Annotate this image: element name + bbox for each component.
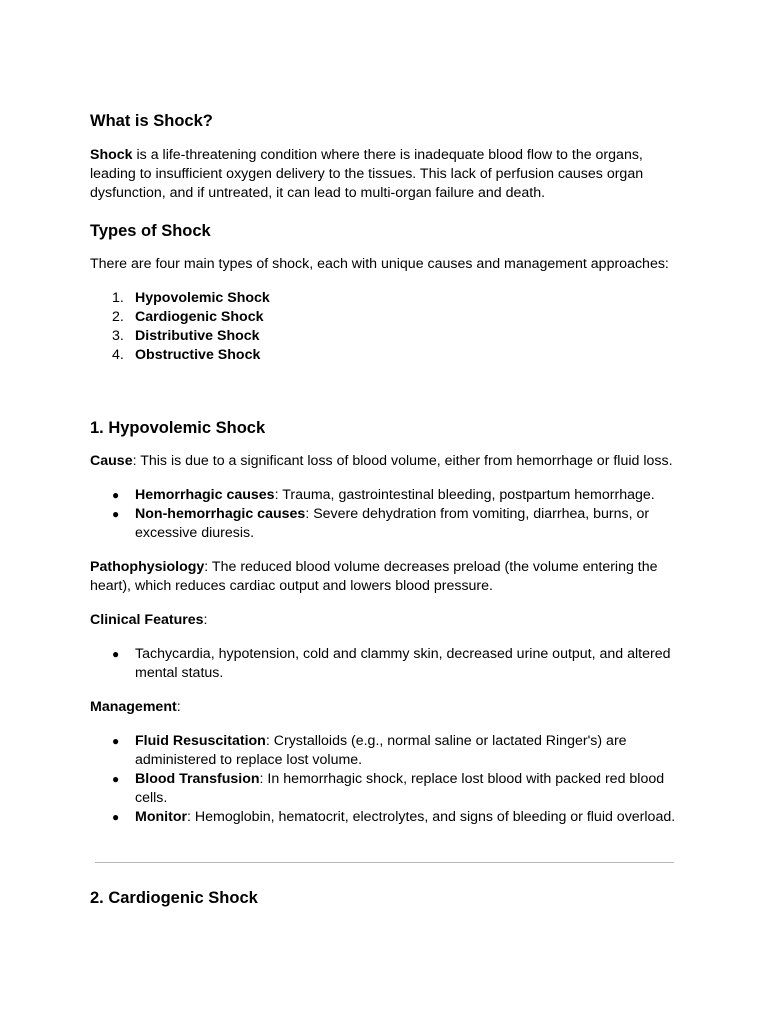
pathophysiology-text: : The reduced blood volume decreases preload (the volume entering the heart), which reduces cardiac output and lowers blood pressure.	[90, 559, 658, 594]
bullet-icon: ●	[112, 772, 120, 786]
list-number: 4.	[112, 347, 124, 363]
list-item	[90, 486, 690, 505]
term-shock: Shock	[90, 147, 133, 163]
bullet-icon: ●	[112, 647, 120, 661]
list-item-label: Cardiogenic Shock	[135, 309, 264, 325]
heading-what-is-shock: What is Shock?	[90, 112, 213, 130]
management-list	[90, 732, 690, 827]
list-item	[90, 308, 690, 327]
paragraph-shock-definition	[90, 146, 690, 203]
management-colon: :	[176, 699, 181, 715]
list-item	[90, 808, 690, 827]
list-number: 3.	[112, 328, 124, 344]
list-item-label: Hypovolemic Shock	[135, 290, 270, 306]
list-item-label: Distributive Shock	[135, 328, 260, 344]
list-item-text: Tachycardia, hypotension, cold and clammy skin, decreased urine output, and altered mental status.	[135, 646, 671, 681]
heading-cardiogenic-shock: 2. Cardiogenic Shock	[90, 889, 258, 907]
heading-types-of-shock: Types of Shock	[90, 222, 211, 240]
list-number: 1.	[112, 290, 124, 306]
heading-hypovolemic-shock: 1. Hypovolemic Shock	[90, 419, 266, 437]
bullet-icon: ●	[112, 810, 120, 824]
document-content	[90, 110, 690, 827]
list-item-label: Monitor	[135, 809, 188, 825]
list-item-text: : Trauma, gastrointestinal bleeding, postpartum hemorrhage.	[274, 487, 655, 503]
list-item	[90, 505, 690, 543]
label-management: Management	[90, 699, 177, 715]
label-cause: Cause	[90, 453, 133, 469]
label-clinical-features: Clinical Features	[90, 612, 204, 628]
paragraph-clinical-features	[90, 611, 690, 630]
list-item-label: Blood Transfusion	[135, 771, 260, 787]
list-item	[90, 645, 690, 683]
label-pathophysiology: Pathophysiology	[90, 559, 205, 575]
shock-definition-text: is a life-threatening condition where there is inadequate blood flow to the organs, leading to insufficient oxygen delivery to the tissues. This lack of perfusion causes organ dysfunction, and if untreated, it can lead to multi-organ failure and death.	[90, 147, 644, 201]
list-item-label: Non-hemorrhagic causes	[135, 506, 306, 522]
list-number: 2.	[112, 309, 124, 325]
list-item-label: Hemorrhagic causes	[135, 487, 275, 503]
cause-text: : This is due to a significant loss of blood volume, either from hemorrhage or fluid loss.	[132, 453, 673, 469]
list-item-text: : Hemoglobin, hematocrit, electrolytes, and signs of bleeding or fluid overload.	[187, 809, 676, 825]
paragraph-cause	[90, 452, 690, 471]
bullet-icon: ●	[112, 507, 120, 521]
list-item	[90, 770, 690, 808]
list-item	[90, 327, 690, 346]
horizontal-divider	[95, 862, 674, 863]
list-item-text: : Severe dehydration from vomiting, diarrhea, burns, or excessive diuresis.	[135, 506, 650, 541]
list-item-text: : Crystalloids (e.g., normal saline or lactated Ringer's) are administered to replace lost volume.	[135, 733, 627, 768]
types-list	[90, 289, 690, 365]
list-item	[90, 289, 690, 308]
clinical-colon: :	[203, 612, 208, 628]
list-item-text: : In hemorrhagic shock, replace lost blood with packed red blood cells.	[135, 771, 665, 806]
list-item	[90, 732, 690, 770]
list-item-label: Fluid Resuscitation	[135, 733, 266, 749]
paragraph-types-lead: There are four main types of shock, each with unique causes and management approaches:	[90, 256, 669, 272]
list-item	[90, 346, 690, 365]
bullet-icon: ●	[112, 488, 120, 502]
clinical-list	[90, 645, 690, 683]
paragraph-pathophysiology	[90, 558, 690, 596]
list-item-label: Obstructive Shock	[135, 347, 261, 363]
cause-list	[90, 486, 690, 543]
paragraph-management	[90, 698, 690, 717]
bullet-icon: ●	[112, 734, 120, 748]
